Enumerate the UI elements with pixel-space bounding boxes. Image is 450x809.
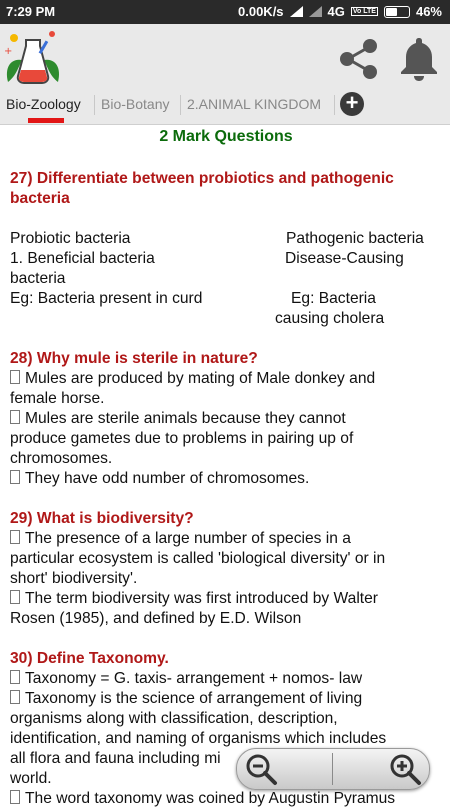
question-30-title: 30) Define Taxonomy. [10, 650, 169, 667]
tab-bar [0, 90, 450, 125]
battery-percent: 46% [415, 4, 442, 19]
zoom-divider [332, 753, 333, 785]
add-tab-button[interactable]: + [340, 92, 364, 116]
tab-animal-kingdom[interactable]: 2.ANIMAL KINGDOM [187, 96, 322, 112]
comparison-row-2: Eg: Bacteria present in curd Eg: Bacteria [10, 290, 376, 307]
comparison-row-1-cont: bacteria [10, 270, 66, 287]
tab-bio-zoology[interactable]: Bio-Zoology [6, 96, 81, 112]
bell-icon[interactable] [396, 34, 442, 82]
question-29-title: 29) What is biodiversity? [10, 510, 194, 527]
question-content [10, 124, 442, 809]
question-28-title: 28) Why mule is sterile in nature? [10, 350, 258, 367]
network-speed: 0.00K/s [238, 4, 284, 19]
status-indicators [238, 4, 442, 19]
bullet-icon [10, 470, 20, 484]
signal-icon-2 [309, 6, 322, 17]
tab-bio-botany[interactable]: Bio-Botany [101, 96, 170, 112]
answer-29: The presence of a large number of species in a particular ecosystem is called 'biological diversity' or in short' biodiversity'. The term biodiversity was first introduced by Walter Rosen (1985), and defined by E.D. Wilson [10, 530, 386, 627]
science-kit-logo [2, 26, 64, 86]
section-heading: 2 Mark Questions [159, 128, 293, 145]
svg-text:+: + [4, 46, 13, 57]
bullet-icon [10, 590, 20, 604]
app-bar [0, 24, 450, 90]
volte-icon: Vo LTE [352, 8, 376, 15]
bullet-icon [10, 790, 20, 804]
answer-28: Mules are produced by mating of Male donkey and female horse. Mules are sterile animals because they cannot produce gametes due to problems in pairing up of chromosomes. They have odd number of chromosomes. [10, 370, 376, 487]
active-tab-indicator [28, 118, 64, 123]
status-time: 7:29 PM [6, 4, 56, 19]
bullet-icon [10, 530, 20, 544]
bullet-icon [10, 370, 20, 384]
comparison-row-2-cont: causing cholera [275, 310, 385, 327]
network-type: 4G [327, 4, 345, 19]
battery-icon [384, 6, 410, 18]
zoom-controls [236, 748, 430, 790]
signal-icon [290, 6, 303, 17]
status-bar [0, 0, 450, 24]
comparison-row-1: 1. Beneficial bacteria Disease-Causing [10, 250, 404, 267]
question-27-title: 27) Differentiate between probiotics and pathogenic bacteria [10, 170, 394, 207]
zoom-out-icon[interactable] [243, 751, 279, 787]
bullet-icon [10, 670, 20, 684]
share-icon[interactable] [336, 36, 382, 82]
bullet-icon [10, 690, 20, 704]
tab-divider [334, 95, 335, 115]
zoom-in-icon[interactable] [387, 751, 423, 787]
answer-30: Taxonomy = G. taxis- arrangement + nomos- law Taxonomy is the science of arrangement of living organisms along with classification, description, identification, and naming of organisms which includes all flora and fauna including mi world. The word taxonomy was coined by Augustin Pyramus [10, 670, 396, 807]
comparison-header-row: Probiotic bacteria Pathogenic bacteria [10, 230, 424, 247]
bullet-icon [10, 410, 20, 424]
